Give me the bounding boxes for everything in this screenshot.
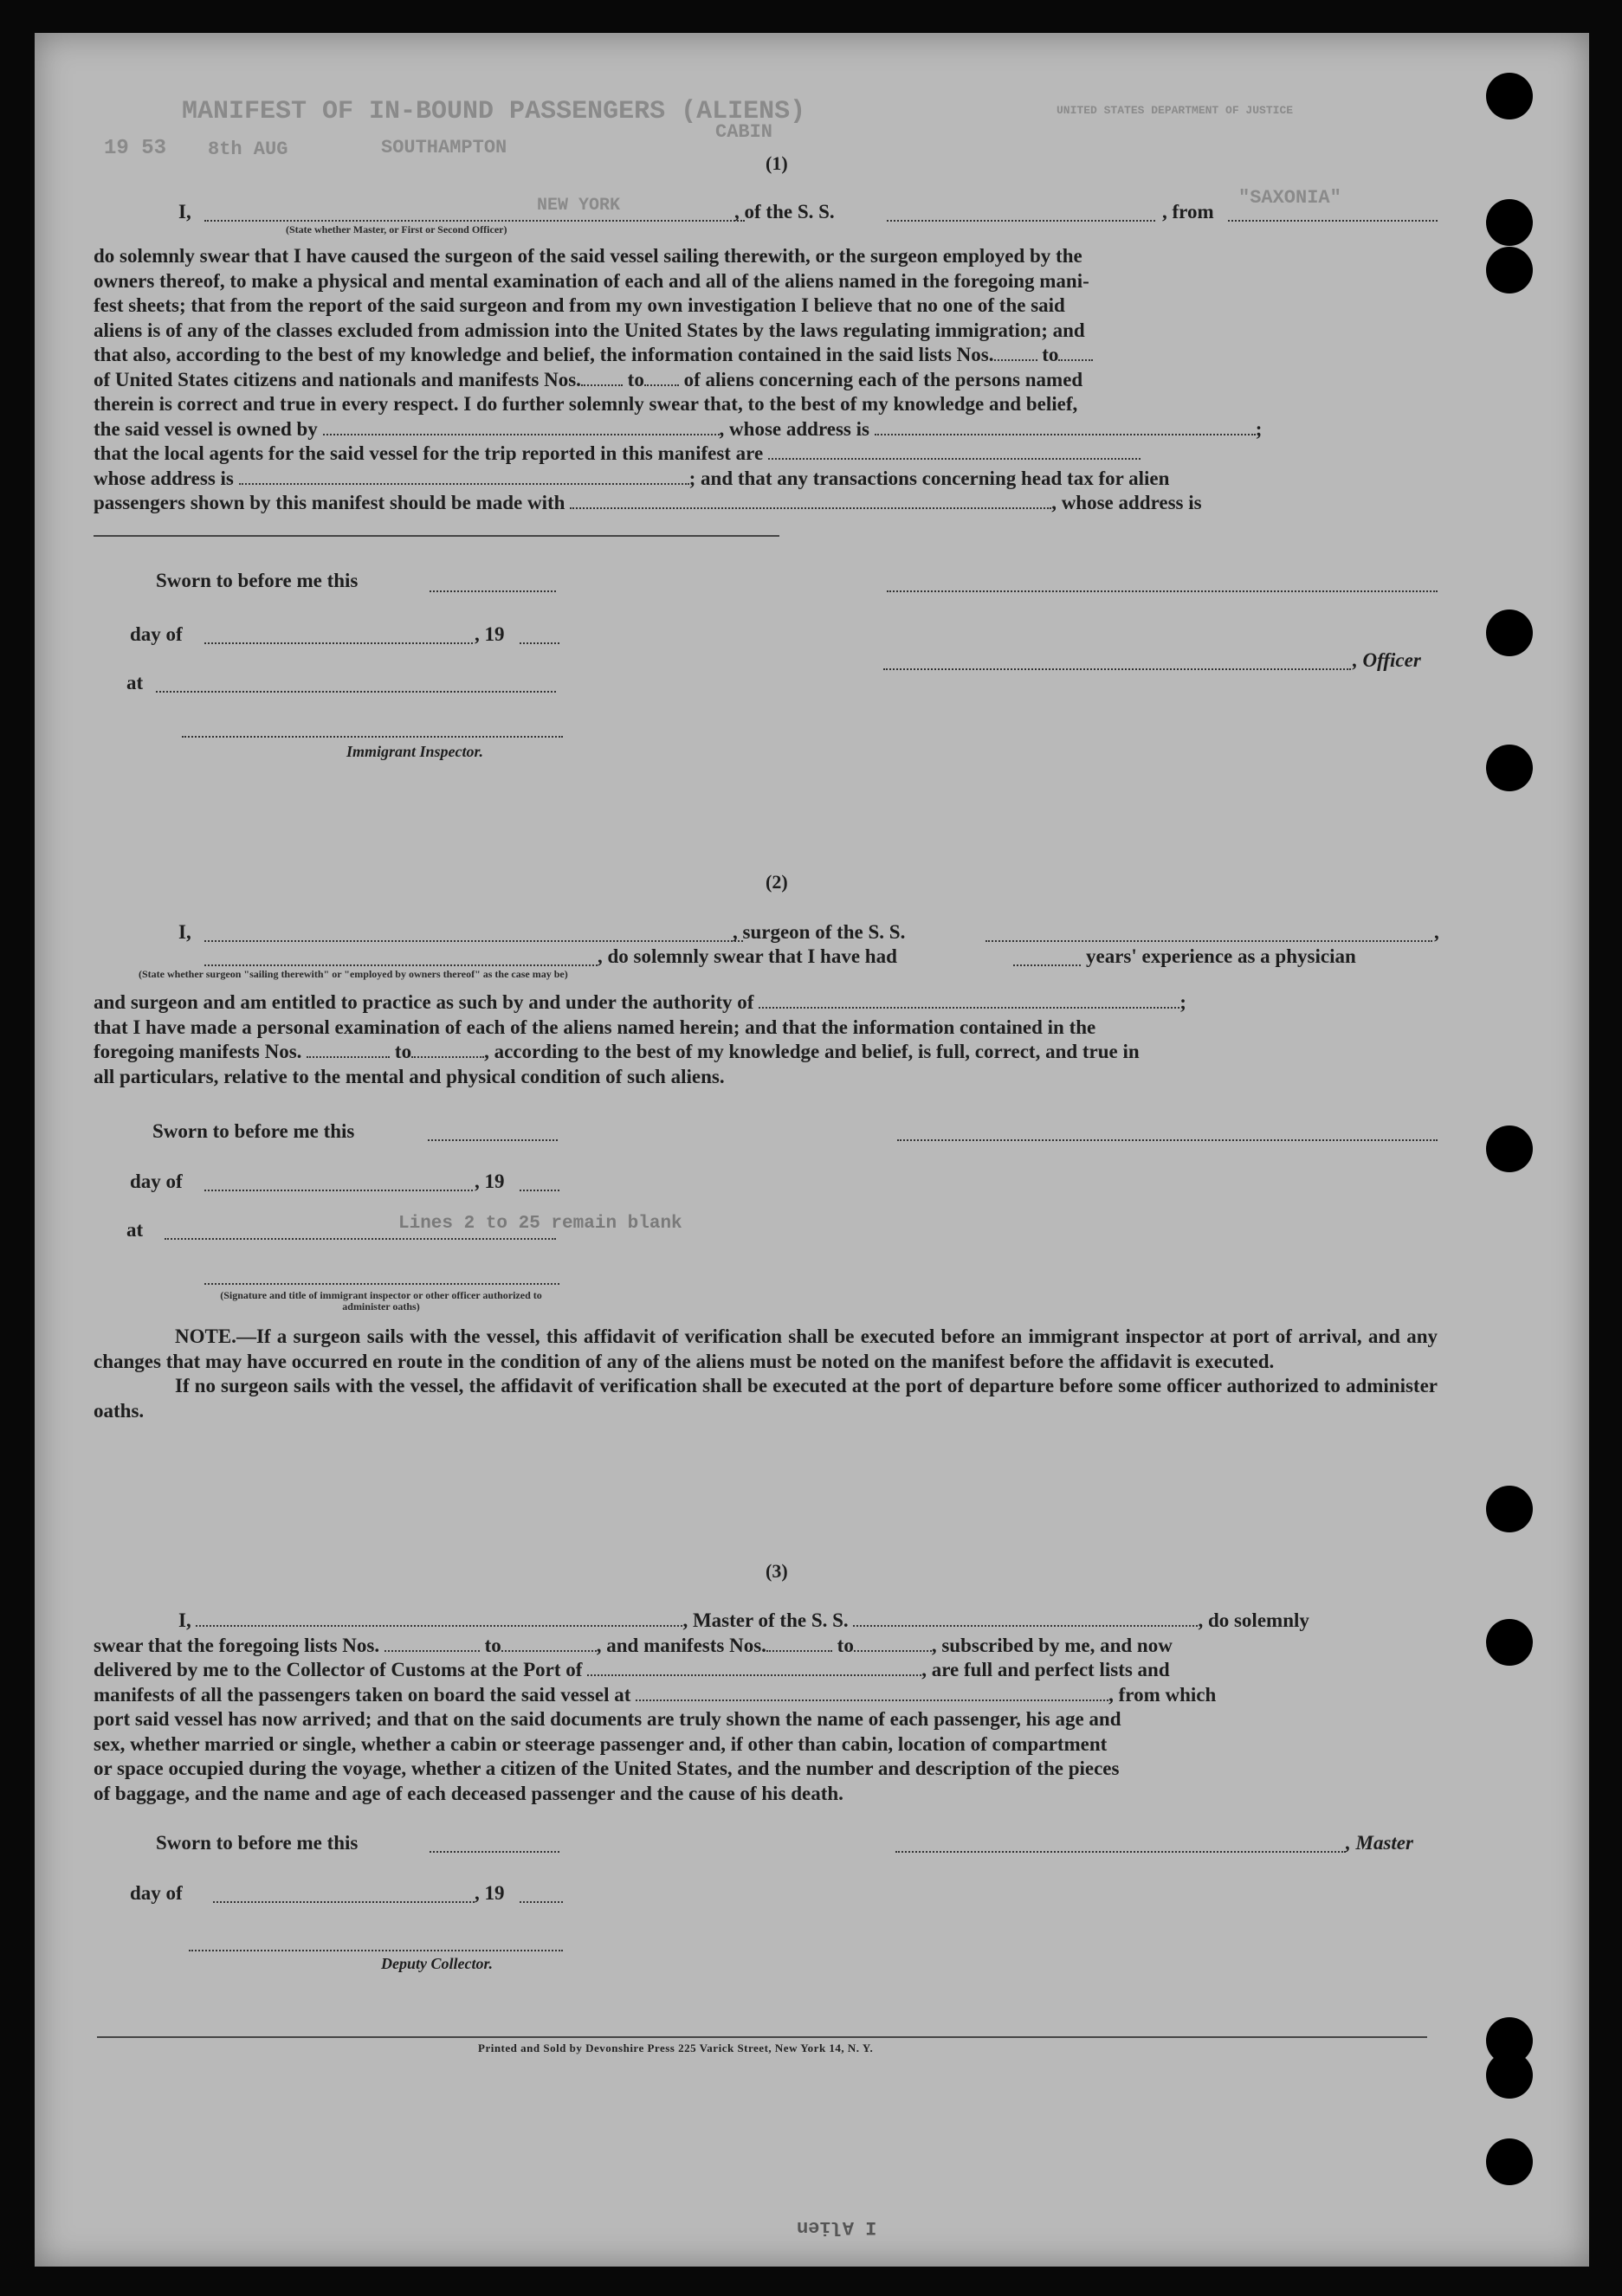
faded-manifest-title: MANIFEST OF IN-BOUND PASSENGERS (ALIENS) <box>182 97 806 126</box>
section-1-number: (1) <box>766 152 788 174</box>
s3-master-line <box>895 1851 1346 1853</box>
s1-line: aliens is of any of the classes excluded from admission into the United States by the laws regulating immigration; and <box>94 319 1085 341</box>
s1-line: that also, according to the best of my knowledge and belief, the information contained in the said lists Nos. to <box>94 343 1438 368</box>
s2-day-line <box>204 1190 473 1191</box>
s2-signature-note: (Signature and title of immigrant inspector or other officer authorized to administer oaths) <box>220 1289 542 1312</box>
section-2-note <box>94 1325 1438 1423</box>
s1-line: the said vessel is owned by , whose address is ; <box>94 417 1263 440</box>
years-line <box>1013 964 1081 966</box>
ship-name-line <box>887 220 1155 222</box>
punch-hole <box>1486 1619 1533 1666</box>
faded-port: SOUTHAMPTON <box>381 137 507 158</box>
punch-hole <box>1486 609 1533 656</box>
s3-line: delivered by me to the Collector of Customs at the Port of , are full and perfect lists and <box>94 1659 1170 1680</box>
bottom-mark: I Alien <box>797 2216 877 2238</box>
s2-at-line <box>165 1238 556 1240</box>
punch-hole <box>1486 2052 1533 2099</box>
s2-ship-line <box>985 940 1432 942</box>
section-2-intro: I, <box>178 921 191 943</box>
s3-year-label: , 19 <box>475 1882 505 1904</box>
surgeon-status-note: (State whether surgeon "sailing therewith" or "employed by owners thereof" as the case may be) <box>139 968 568 980</box>
s2-year-label: , 19 <box>475 1171 505 1192</box>
faded-class: CABIN <box>715 121 773 143</box>
footer-rule <box>97 2036 1427 2038</box>
section-3-number: (3) <box>766 1560 788 1582</box>
surgeon-of-label: , surgeon of the S. S. <box>733 921 906 943</box>
s3-master-label: , Master <box>1346 1832 1413 1854</box>
s2-line: and surgeon and am entitled to practice as such by and under the authority of ; <box>94 991 1186 1013</box>
s3-line: or space occupied during the voyage, whether a citizen of the United States, and the number and description of the pieces <box>94 1757 1120 1779</box>
s1-year-label: , 19 <box>475 623 505 645</box>
s1-line: do solemnly swear that I have caused the surgeon of the said vessel sailing therewith, or the surgeon employed by the <box>94 245 1082 267</box>
punch-hole <box>1486 745 1533 791</box>
s3-day-line <box>213 1901 475 1903</box>
s1-line: owners thereof, to make a physical and mental examination of each and all of the aliens named in the foregoing mani- <box>94 269 1089 292</box>
s1-signature-line <box>887 590 1438 592</box>
s1-line: fest sheets; that from the report of the said surgeon and from my own investigation I believe that no one of the said <box>94 294 1065 316</box>
address-continuation-line <box>94 535 779 537</box>
s2-sworn-line <box>428 1139 558 1141</box>
s2-note-1: NOTE.—If a surgeon sails with the vessel, this affidavit of verification shall be executed before an immigrant inspector at port of arrival, and any changes that may have occurred en route in the condition of any of the aliens must be noted on the manifest before the affidavit is executed. <box>94 1325 1438 1372</box>
faded-year: 19 53 <box>104 137 167 160</box>
s1-line: whose address is ; and that any transactions concerning head tax for alien <box>94 467 1170 489</box>
s3-line: manifests of all the passengers taken on board the said vessel at , from which <box>94 1683 1217 1706</box>
punch-hole <box>1486 1486 1533 1532</box>
s2-sworn-label: Sworn to before me this <box>152 1120 355 1142</box>
typed-remain-blank: Lines 2 to 25 remain blank <box>398 1214 682 1234</box>
s3-deputy-line <box>189 1950 563 1951</box>
surgeon-name-line <box>204 940 743 942</box>
section-3-body <box>94 1609 1438 1806</box>
punch-hole <box>1486 247 1533 293</box>
faded-ship: "SAXONIA" <box>1238 187 1341 209</box>
master-name-line <box>204 220 745 222</box>
faded-date: 8th AUG <box>208 139 288 160</box>
s1-day-label: day of <box>130 623 183 645</box>
s2-comma: , <box>1434 921 1439 943</box>
s1-line: of United States citizens and nationals and manifests Nos. to of aliens concerning each of the persons named <box>94 368 1083 390</box>
s1-day-line <box>204 642 473 644</box>
s2-note-2: If no surgeon sails with the vessel, the affidavit of verification shall be executed at the port of departure before some officer authorized to administer oaths. <box>94 1375 1438 1422</box>
s2-line: that I have made a personal examination of each of the aliens named herein; and that the information contained in the <box>94 1016 1096 1038</box>
s1-sworn-line <box>430 590 556 592</box>
s3-sworn-line <box>430 1851 559 1853</box>
s3-line: port said vessel has now arrived; and that on the said documents are truly shown the name of each passenger, his age and <box>94 1708 1121 1730</box>
punch-hole <box>1486 2138 1533 2185</box>
section-2-body <box>94 990 1438 1089</box>
punch-hole <box>1486 1125 1533 1172</box>
s2-at-label: at <box>126 1219 144 1241</box>
faded-dept: UNITED STATES DEPARTMENT OF JUSTICE <box>1057 104 1294 117</box>
s1-sworn-label: Sworn to before me this <box>156 570 359 591</box>
s1-line: that the local agents for the said vessel for the trip reported in this manifest are <box>94 442 1438 467</box>
faded-dest: NEW YORK <box>537 196 621 216</box>
from-label: , from <box>1162 201 1214 223</box>
s1-at-label: at <box>126 672 144 693</box>
s1-officer-label: , Officer <box>1353 649 1421 671</box>
s2-line: foregoing manifests Nos. to , according to the best of my knowledge and belief, is full, correct, and true in <box>94 1041 1140 1062</box>
surgeon-status-line <box>204 964 598 966</box>
printer-credit: Printed and Sold by Devonshire Press 225 Varick Street, New York 14, N. Y. <box>478 2041 874 2054</box>
s1-inspector-label: Immigrant Inspector. <box>346 743 484 760</box>
s2-solemnly: , do solemnly swear that I have had <box>598 945 897 967</box>
s1-at-line <box>156 691 556 693</box>
s3-line: I, , Master of the S. S. , do solemnly <box>178 1609 1309 1631</box>
s2-line: all particulars, relative to the mental and physical condition of such aliens. <box>94 1065 725 1087</box>
s1-year-line <box>520 642 559 644</box>
section-1-intro: I, <box>178 201 191 223</box>
s3-day-label: day of <box>130 1882 183 1904</box>
s3-line: sex, whether married or single, whether a cabin or steerage passenger and, if other than cabin, location of compartment <box>94 1732 1108 1755</box>
s2-day-label: day of <box>130 1171 183 1192</box>
s2-inspector-line <box>204 1283 559 1285</box>
s2-year-line <box>520 1190 559 1191</box>
s3-deputy-label: Deputy Collector. <box>381 1955 493 1972</box>
section-2-number: (2) <box>766 871 788 893</box>
master-note: (State whether Master, or First or Second Officer) <box>286 223 507 235</box>
s2-signature-line <box>897 1139 1438 1141</box>
s3-year-line <box>520 1901 563 1903</box>
punch-hole <box>1486 73 1533 119</box>
from-port-line <box>1228 220 1438 222</box>
s1-line: therein is correct and true in every respect. I do further solemnly swear that, to the best of my knowledge and belief, <box>94 393 1078 415</box>
section-1-body <box>94 244 1438 516</box>
s1-inspector-line <box>182 736 563 738</box>
of-ss-label: , of the S. S. <box>734 201 835 223</box>
s3-line: swear that the foregoing lists Nos. to , and manifests Nos. to , subscribed by me, and now <box>94 1634 1173 1656</box>
s1-officer-line <box>883 668 1351 670</box>
s2-years: years' experience as a physician <box>1086 945 1356 967</box>
s3-sworn-label: Sworn to before me this <box>156 1832 359 1854</box>
punch-hole <box>1486 199 1533 246</box>
s1-line: passengers shown by this manifest should be made with , whose address is <box>94 492 1202 513</box>
s3-line: of baggage, and the name and age of each deceased passenger and the cause of his death. <box>94 1782 843 1804</box>
